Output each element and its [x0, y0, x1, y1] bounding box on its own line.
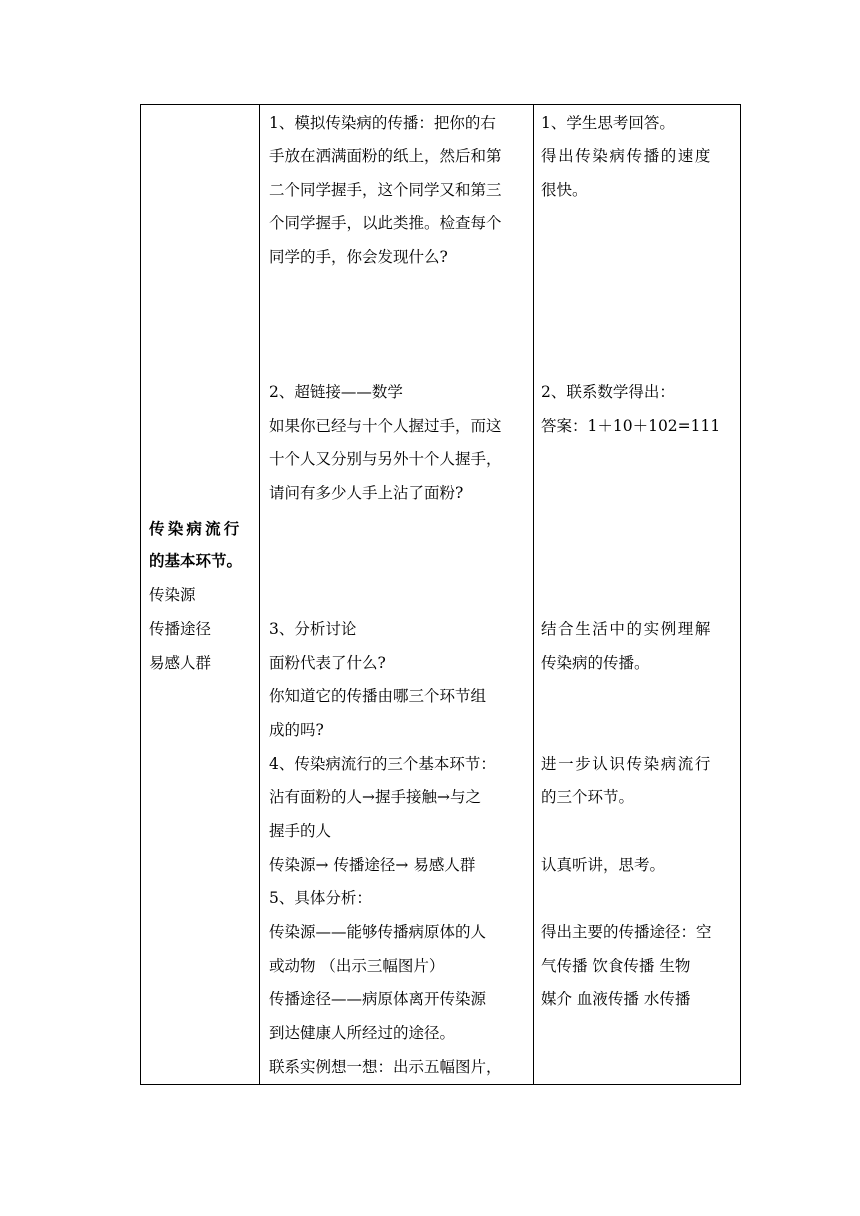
student-line: 很快。 [541, 181, 588, 199]
activity-line: 传染源→ 传播途径→ 易感人群 [269, 856, 476, 874]
student-line: 得出主要的传播途径：空 [541, 923, 712, 941]
student-activity-cell [534, 105, 741, 1085]
activity-line: 如果你已经与十个人握过手，而这 [269, 417, 502, 435]
activity-line: 传染源——能够传播病原体的人 [269, 923, 487, 941]
activity-line: 传播途径——病原体离开传染源 [269, 990, 487, 1008]
student-line: 气传播 饮食传播 生物 [541, 957, 691, 975]
student-line: 结合生活中的实例理解 [541, 620, 713, 638]
activity-line: 成的吗? [269, 721, 324, 739]
table-row [141, 105, 741, 1085]
activity-line: 沾有面粉的人→握手接触→与之 [269, 788, 481, 806]
activity-line: 二个同学握手，这个同学又和第三 [269, 181, 502, 199]
activity-line: 同学的手，你会发现什么? [269, 248, 448, 266]
student-line: 传染病的传播。 [541, 654, 650, 672]
activity-line: 个同学握手，以此类推。检查每个 [269, 214, 502, 232]
activity-line: 你知道它的传播由哪三个环节组 [269, 687, 487, 705]
student-line: 媒介 血液传播 水传播 [541, 990, 691, 1008]
lesson-table [140, 104, 741, 1085]
activity-line: 2、超链接——数学 [269, 383, 403, 401]
student-line: 进一步认识传染病流行 [541, 755, 713, 773]
student-line: 认真听讲，思考。 [541, 856, 666, 874]
topic-heading-line-2: 的基本环节。 [149, 551, 243, 570]
topic-item-susceptible: 易感人群 [149, 654, 212, 672]
activity-line: 或动物 （出示三幅图片） [269, 957, 445, 975]
activity-line: 面粉代表了什么? [269, 654, 386, 672]
student-line: 得出传染病传播的速度 [541, 147, 713, 165]
activity-line: 5、具体分析： [269, 889, 372, 907]
student-line: 答案：1＋10＋102=111 [541, 417, 721, 435]
activity-line: 十个人又分别与另外十个人握手， [269, 450, 502, 468]
topic-cell [141, 105, 260, 1085]
activity-line: 联系实例想一想：出示五幅图片， [269, 1058, 502, 1076]
student-line: 的三个环节。 [541, 788, 635, 806]
topic-item-route: 传播途径 [149, 620, 212, 638]
activity-line: 1、模拟传染病的传播：把你的右 [269, 114, 496, 132]
activity-line: 到达健康人所经过的途径。 [269, 1024, 456, 1042]
activity-line: 请问有多少人手上沾了面粉? [269, 484, 464, 502]
activity-line: 3、分析讨论 [269, 620, 357, 638]
student-line: 2、联系数学得出： [541, 383, 675, 401]
activity-line: 手放在洒满面粉的纸上，然后和第 [269, 147, 502, 165]
activity-line: 4、传染病流行的三个基本环节： [269, 755, 496, 773]
topic-item-source: 传染源 [149, 586, 196, 604]
topic-heading-line-1: 传染病流行 [149, 519, 243, 538]
student-line: 1、学生思考回答。 [541, 114, 675, 132]
activity-line: 握手的人 [269, 822, 332, 840]
teacher-activity-cell [260, 105, 534, 1085]
